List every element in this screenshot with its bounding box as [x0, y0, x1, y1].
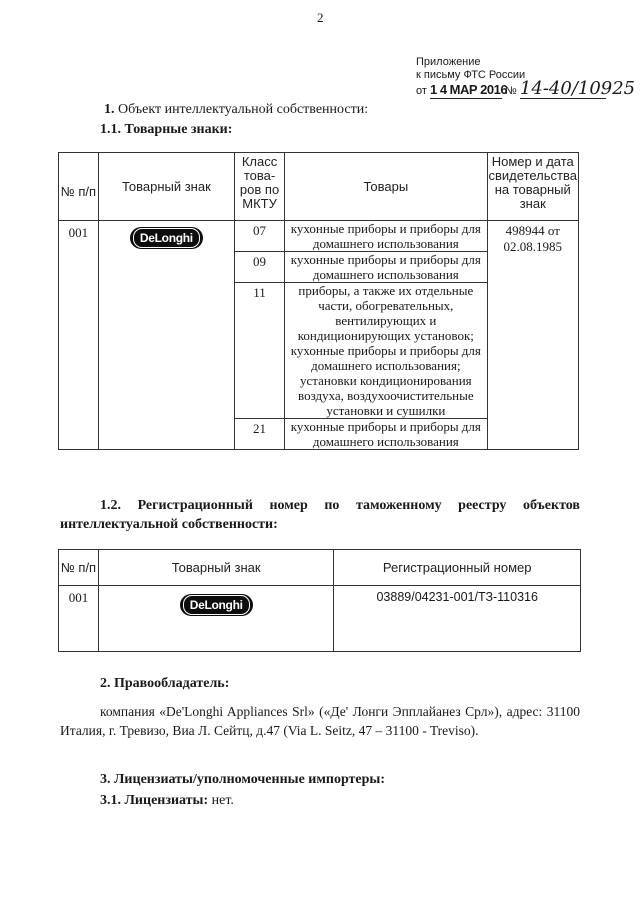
section11-heading: 1.1. Товарные знаки:	[100, 122, 233, 137]
date-prefix: от	[416, 85, 427, 97]
section1-heading-num: 1.	[104, 102, 115, 117]
section1-heading-text: Объект интеллектуальной собственности:	[118, 102, 369, 117]
handwritten-number: 14-40/10925	[519, 78, 636, 99]
class-cell: 21	[234, 419, 284, 450]
logo-text: DeLonghi	[183, 595, 250, 615]
class-cell: 07	[234, 221, 284, 252]
attachment-block	[416, 56, 636, 99]
logo-text: DeLonghi	[133, 228, 200, 248]
section12-heading: 1.2. Регистрационный номер по таможенному реестру объектов интеллектуальной собственности:	[60, 498, 580, 532]
reg-number-cell: 03889/04231-001/ТЗ-110316	[334, 586, 581, 652]
cert-cell: 498944 от 02.08.1985	[487, 221, 579, 450]
date-stamp: 1 4 МАР 2016	[429, 82, 508, 97]
header-mark: Товарный знак	[98, 153, 234, 221]
class-cell: 11	[234, 283, 284, 419]
table-row	[59, 586, 581, 652]
header-goods: Товары	[285, 153, 487, 221]
header-class: Класс това-ров по МКТУ	[234, 153, 284, 221]
section31-label: 3.1. Лицензиаты:	[100, 793, 209, 808]
section31-value: нет.	[211, 793, 234, 808]
row-num: 001	[59, 221, 99, 450]
registration-table-header	[59, 550, 581, 586]
trademark-logo-cell	[98, 586, 333, 652]
trademark-logo-cell	[98, 221, 234, 450]
class-cell: 09	[234, 252, 284, 283]
attachment-line2: к письму ФТС России	[416, 69, 526, 81]
header-num: № п/п	[59, 153, 99, 221]
trademark-table-header	[59, 153, 579, 221]
delonghi-logo	[130, 227, 203, 249]
attachment-line1: Приложение	[416, 56, 481, 68]
header-num: № п/п	[59, 550, 99, 586]
section1-heading	[104, 102, 368, 118]
delonghi-logo	[180, 594, 253, 616]
goods-cell: приборы, а также их отдельные части, обогревательных, вентилирующих и кондиционирующих установок; кухонные приборы и приборы для домашнего использования; установки кондиционирования воздуха, воздухоочистительные установки и сушилки	[285, 283, 487, 419]
goods-cell: кухонные приборы и приборы для домашнего использования	[285, 419, 487, 450]
page-number: 2	[317, 10, 324, 25]
row-num: 001	[59, 586, 99, 652]
header-reg: Регистрационный номер	[334, 550, 581, 586]
header-cert: Номер и дата свидетельства на товарный знак	[487, 153, 579, 221]
goods-cell: кухонные приборы и приборы для домашнего использования	[285, 221, 487, 252]
goods-cell: кухонные приборы и приборы для домашнего использования	[285, 252, 487, 283]
trademark-table	[58, 152, 579, 450]
header-mark: Товарный знак	[98, 550, 333, 586]
section3-heading: 3. Лицензиаты/уполномоченные импортеры:	[100, 772, 386, 787]
attachment-line3	[416, 78, 636, 99]
number-prefix: №	[505, 85, 517, 97]
registration-table	[58, 549, 581, 652]
table-row	[59, 221, 579, 252]
section31-line	[100, 793, 234, 809]
section2-heading: 2. Правообладатель:	[100, 676, 230, 691]
section2-text: компания «De'Longhi Appliances Srl» («Де' Лонги Эпплайанез Срл»), адрес: 31100 Италия, г. Тревизо, Виа Л. Сейтц, д.47 (Via L. Seitz, 47 – 31100 - Treviso).	[60, 704, 580, 738]
